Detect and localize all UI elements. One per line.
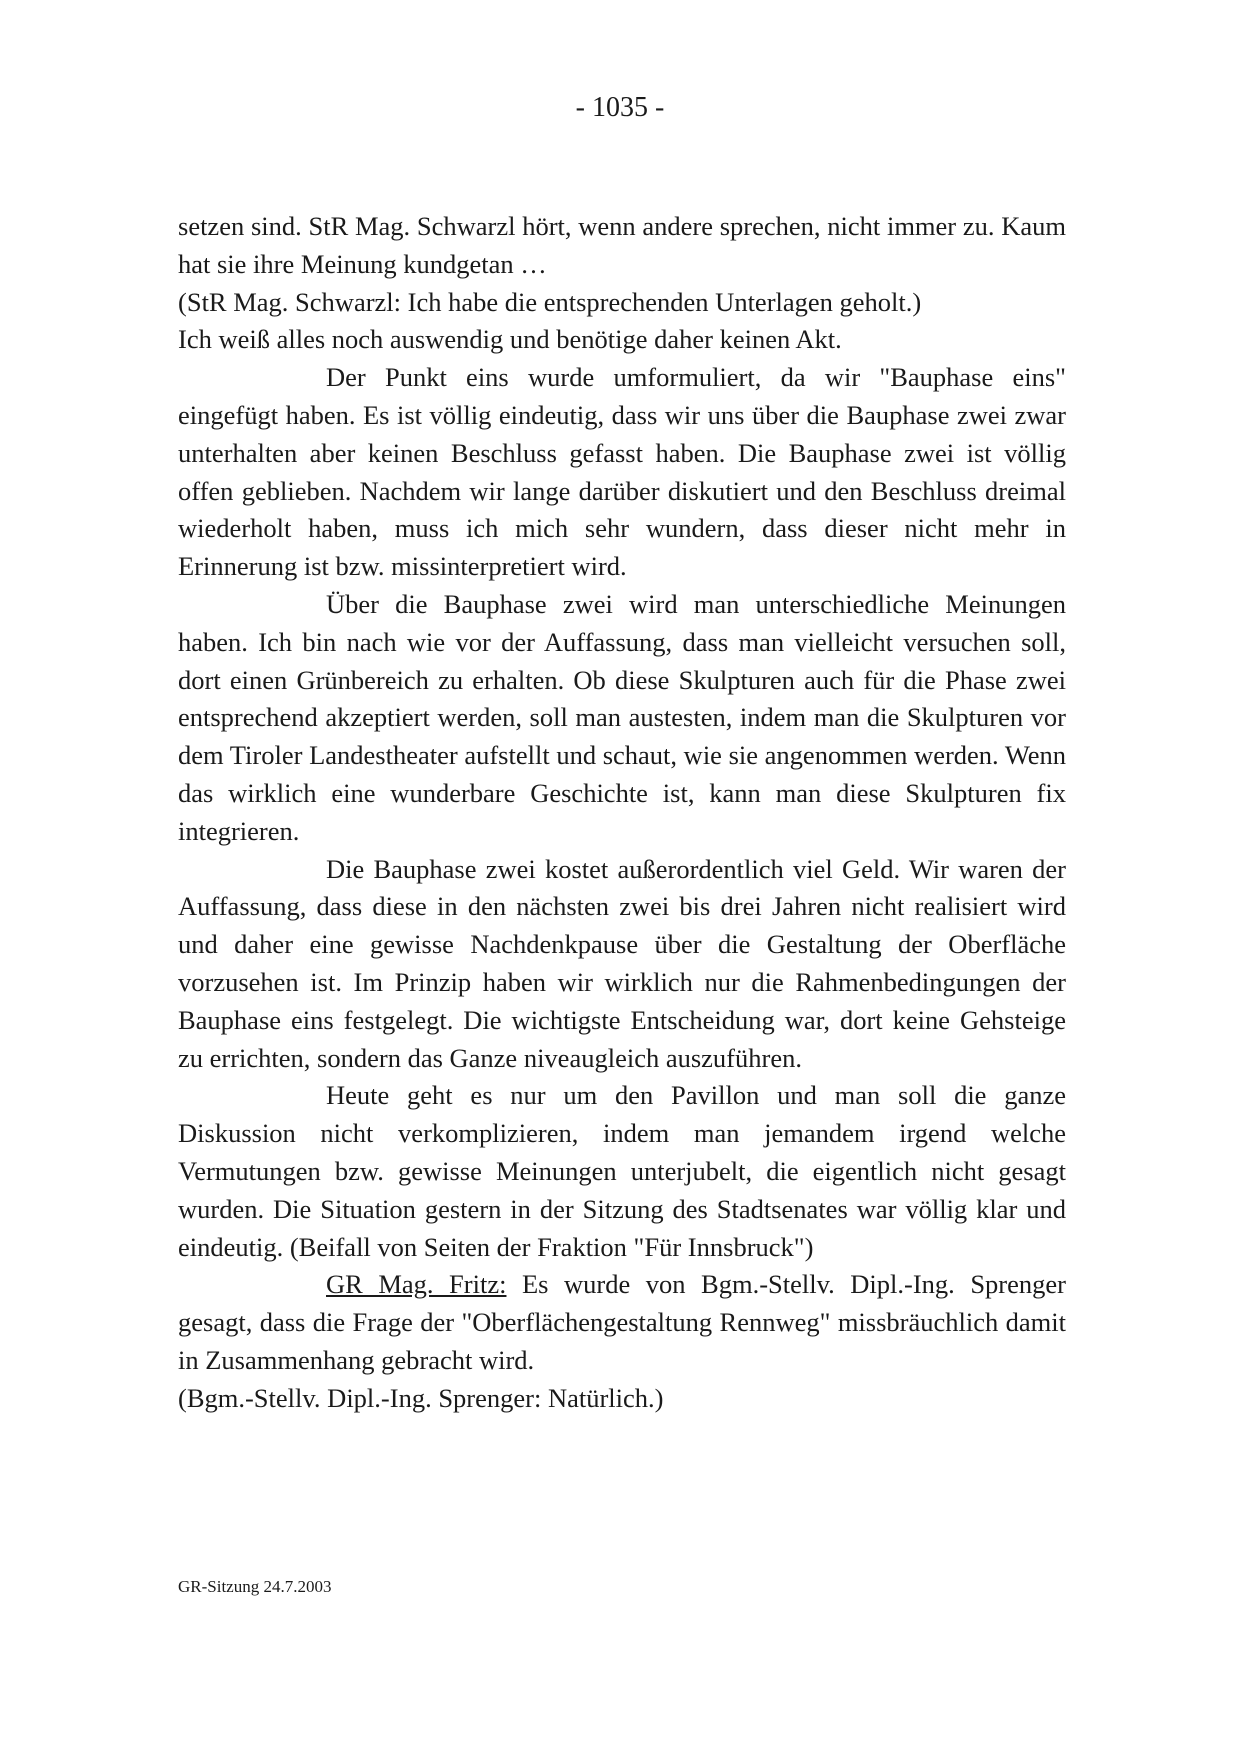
speaker-text: Es wurde von Bgm.-Stellv. Dipl.-Ing. Sprenger gesagt, dass die Frage der "Oberflächengestaltung Rennweg" missbräuchlich damit in Zusammenhang gebracht wird. [178,1269,1066,1375]
speaker-paragraph [178,1266,1066,1379]
paragraph: Über die Bauphase zwei wird man unterschiedliche Meinungen haben. Ich bin nach wie vor der Auffassung, dass man vielleicht versuchen soll, dort einen Grünbereich zu erhalten. Ob diese Skulpturen auch für die Phase zwei entsprechend akzeptiert werden, soll man austesten, indem man die Skulpturen vor dem Tiroler Landestheater aufstellt und schaut, wie sie angenommen werden. Wenn das wirklich eine wunderbare Geschichte ist, kann man diese Skulpturen fix integrieren. [178,588,1066,846]
speaker-name: GR Mag. Fritz: [326,1269,507,1300]
page-number: - 1035 - [575,92,665,123]
interjection: (Bgm.-Stellv. Dipl.-Ing. Sprenger: Natürlich.) [178,1382,664,1413]
paragraph: Heute geht es nur um den Pavillon und man soll die ganze Diskussion nicht verkomplizieren, indem man jemandem irgend welche Vermutungen bzw. gewisse Meinungen unterjubelt, die eigentlich nicht gesagt wurden. Die Situation gestern in der Sitzung des Stadtsenates war völlig klar und eindeutig. (Beifall von Seiten der Fraktion "Für Innsbruck") [178,1080,1066,1262]
document-body [178,208,1066,1418]
interjection: (StR Mag. Schwarzl: Ich habe die entsprechenden Unterlagen geholt.) [178,286,922,317]
paragraph: Ich weiß alles noch auswendig und benötige daher keinen Akt. [178,324,842,355]
paragraph: Die Bauphase zwei kostet außerordentlich viel Geld. Wir waren der Auffassung, dass diese in den nächsten zwei bis drei Jahren nicht realisiert wird und daher eine gewisse Nachdenkpause über die Gestaltung der Oberfläche vorzusehen ist. Im Prinzip haben wir wirklich nur die Rahmenbedingungen der Bauphase eins festgelegt. Die wichtigste Entscheidung war, dort keine Gehsteige zu errichten, sondern das Ganze niveaugleich auszuführen. [178,853,1066,1073]
footer-session-date: GR-Sitzung 24.7.2003 [178,1577,332,1596]
paragraph: setzen sind. StR Mag. Schwarzl hört, wenn andere sprechen, nicht immer zu. Kaum hat sie ihre Meinung kundgetan … [178,211,1066,279]
paragraph: Der Punkt eins wurde umformuliert, da wir "Bauphase eins" eingefügt haben. Es ist völlig eindeutig, dass wir uns über die Bauphase zwei zwar unterhalten aber keinen Beschluss gefasst haben. Die Bauphase zwei ist völlig offen geblieben. Nachdem wir lange darüber diskutiert und den Beschluss dreimal wiederholt haben, muss ich mich sehr wundern, dass dieser nicht mehr in Erinnerung ist bzw. missinterpretiert wird. [178,362,1066,582]
